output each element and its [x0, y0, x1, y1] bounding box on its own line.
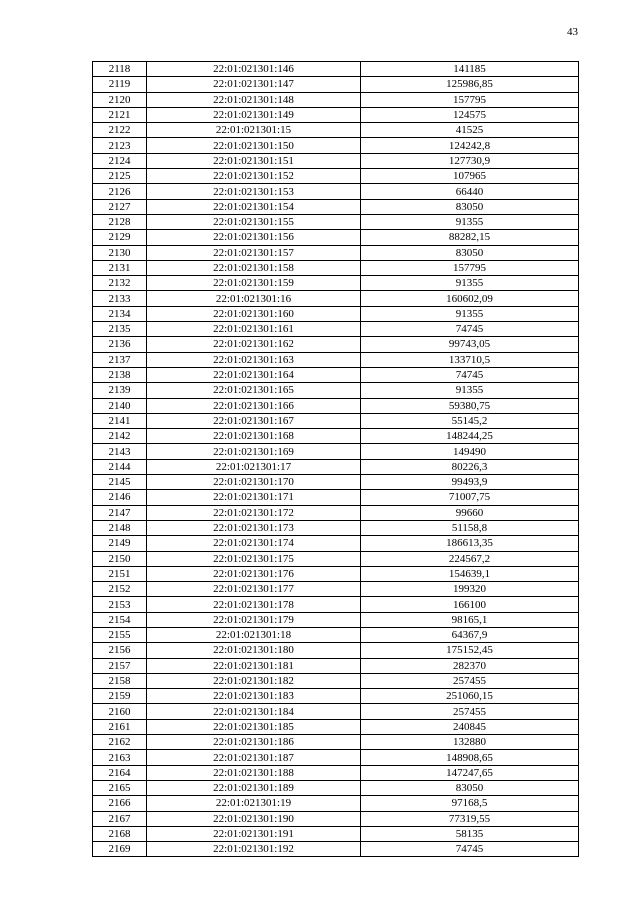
- row-number-cell: 2152: [93, 582, 147, 597]
- cadastral-number-cell: 22:01:021301:181: [147, 658, 361, 673]
- cadastral-value-cell: 133710,5: [361, 352, 579, 367]
- cadastral-value-cell: 74745: [361, 322, 579, 337]
- table-body: [93, 62, 579, 857]
- cadastral-number-cell: 22:01:021301:166: [147, 398, 361, 413]
- cadastral-value-cell: 199320: [361, 582, 579, 597]
- cadastral-number-cell: 22:01:021301:188: [147, 765, 361, 780]
- cadastral-number-cell: 22:01:021301:174: [147, 536, 361, 551]
- row-number-cell: 2164: [93, 765, 147, 780]
- cadastral-value-cell: 98165,1: [361, 612, 579, 627]
- cadastral-number-cell: 22:01:021301:186: [147, 735, 361, 750]
- cadastral-value-cell: 41525: [361, 123, 579, 138]
- cadastral-value-cell: 107965: [361, 169, 579, 184]
- row-number-cell: 2142: [93, 429, 147, 444]
- cadastral-value-cell: 66440: [361, 184, 579, 199]
- cadastral-value-cell: 240845: [361, 719, 579, 734]
- table-row: [93, 214, 579, 229]
- cadastral-number-cell: 22:01:021301:158: [147, 260, 361, 275]
- table-row: [93, 245, 579, 260]
- row-number-cell: 2125: [93, 169, 147, 184]
- cadastral-value-table: [92, 61, 579, 857]
- cadastral-value-cell: 124575: [361, 107, 579, 122]
- row-number-cell: 2124: [93, 153, 147, 168]
- row-number-cell: 2167: [93, 811, 147, 826]
- cadastral-number-cell: 22:01:021301:192: [147, 842, 361, 857]
- cadastral-value-cell: 282370: [361, 658, 579, 673]
- table-row: [93, 413, 579, 428]
- table-row: [93, 92, 579, 107]
- cadastral-number-cell: 22:01:021301:16: [147, 291, 361, 306]
- cadastral-number-cell: 22:01:021301:178: [147, 597, 361, 612]
- cadastral-value-cell: 154639,1: [361, 566, 579, 581]
- table-row: [93, 597, 579, 612]
- table-row: [93, 352, 579, 367]
- cadastral-value-cell: 157795: [361, 260, 579, 275]
- cadastral-value-cell: 83050: [361, 780, 579, 795]
- cadastral-number-cell: 22:01:021301:170: [147, 475, 361, 490]
- row-number-cell: 2154: [93, 612, 147, 627]
- cadastral-number-cell: 22:01:021301:190: [147, 811, 361, 826]
- table-row: [93, 184, 579, 199]
- row-number-cell: 2120: [93, 92, 147, 107]
- cadastral-number-cell: 22:01:021301:176: [147, 566, 361, 581]
- cadastral-value-cell: 55145,2: [361, 413, 579, 428]
- row-number-cell: 2123: [93, 138, 147, 153]
- table-row: [93, 673, 579, 688]
- cadastral-number-cell: 22:01:021301:17: [147, 459, 361, 474]
- row-number-cell: 2118: [93, 62, 147, 77]
- cadastral-number-cell: 22:01:021301:164: [147, 367, 361, 382]
- cadastral-number-cell: 22:01:021301:167: [147, 413, 361, 428]
- table-row: [93, 551, 579, 566]
- row-number-cell: 2132: [93, 276, 147, 291]
- cadastral-number-cell: 22:01:021301:15: [147, 123, 361, 138]
- table-row: [93, 612, 579, 627]
- table-row: [93, 276, 579, 291]
- table-row: [93, 520, 579, 535]
- table-row: [93, 138, 579, 153]
- cadastral-value-cell: 88282,15: [361, 230, 579, 245]
- row-number-cell: 2149: [93, 536, 147, 551]
- row-number-cell: 2126: [93, 184, 147, 199]
- cadastral-number-cell: 22:01:021301:184: [147, 704, 361, 719]
- cadastral-number-cell: 22:01:021301:155: [147, 214, 361, 229]
- cadastral-value-cell: 148908,65: [361, 750, 579, 765]
- row-number-cell: 2162: [93, 735, 147, 750]
- row-number-cell: 2151: [93, 566, 147, 581]
- table-row: [93, 77, 579, 92]
- row-number-cell: 2169: [93, 842, 147, 857]
- cadastral-number-cell: 22:01:021301:147: [147, 77, 361, 92]
- cadastral-number-cell: 22:01:021301:152: [147, 169, 361, 184]
- cadastral-number-cell: 22:01:021301:146: [147, 62, 361, 77]
- cadastral-number-cell: 22:01:021301:18: [147, 627, 361, 642]
- cadastral-value-cell: 99743,05: [361, 337, 579, 352]
- table-row: [93, 62, 579, 77]
- cadastral-value-cell: 166100: [361, 597, 579, 612]
- table-row: [93, 153, 579, 168]
- table-row: [93, 842, 579, 857]
- cadastral-number-cell: 22:01:021301:187: [147, 750, 361, 765]
- cadastral-value-cell: 59380,75: [361, 398, 579, 413]
- cadastral-number-cell: 22:01:021301:162: [147, 337, 361, 352]
- cadastral-number-cell: 22:01:021301:156: [147, 230, 361, 245]
- row-number-cell: 2121: [93, 107, 147, 122]
- row-number-cell: 2134: [93, 306, 147, 321]
- row-number-cell: 2136: [93, 337, 147, 352]
- page-number: 43: [567, 26, 578, 38]
- table-row: [93, 719, 579, 734]
- cadastral-value-cell: 58135: [361, 826, 579, 841]
- row-number-cell: 2147: [93, 505, 147, 520]
- cadastral-value-cell: 64367,9: [361, 627, 579, 642]
- cadastral-value-cell: 99493,9: [361, 475, 579, 490]
- table-row: [93, 689, 579, 704]
- cadastral-number-cell: 22:01:021301:157: [147, 245, 361, 260]
- cadastral-value-cell: 91355: [361, 276, 579, 291]
- table-row: [93, 643, 579, 658]
- row-number-cell: 2155: [93, 627, 147, 642]
- cadastral-value-cell: 125986,85: [361, 77, 579, 92]
- cadastral-value-cell: 160602,09: [361, 291, 579, 306]
- cadastral-number-cell: 22:01:021301:161: [147, 322, 361, 337]
- row-number-cell: 2150: [93, 551, 147, 566]
- cadastral-value-cell: 74745: [361, 842, 579, 857]
- cadastral-value-cell: 97168,5: [361, 796, 579, 811]
- row-number-cell: 2127: [93, 199, 147, 214]
- row-number-cell: 2143: [93, 444, 147, 459]
- row-number-cell: 2153: [93, 597, 147, 612]
- table-row: [93, 429, 579, 444]
- cadastral-number-cell: 22:01:021301:179: [147, 612, 361, 627]
- cadastral-value-cell: 99660: [361, 505, 579, 520]
- table-row: [93, 582, 579, 597]
- cadastral-number-cell: 22:01:021301:151: [147, 153, 361, 168]
- row-number-cell: 2139: [93, 383, 147, 398]
- table-row: [93, 536, 579, 551]
- table-row: [93, 627, 579, 642]
- cadastral-number-cell: 22:01:021301:183: [147, 689, 361, 704]
- row-number-cell: 2129: [93, 230, 147, 245]
- cadastral-value-cell: 124242,8: [361, 138, 579, 153]
- cadastral-value-cell: 257455: [361, 704, 579, 719]
- row-number-cell: 2160: [93, 704, 147, 719]
- table-row: [93, 444, 579, 459]
- cadastral-value-cell: 141185: [361, 62, 579, 77]
- cadastral-value-cell: 157795: [361, 92, 579, 107]
- row-number-cell: 2133: [93, 291, 147, 306]
- cadastral-number-cell: 22:01:021301:171: [147, 490, 361, 505]
- table-row: [93, 306, 579, 321]
- row-number-cell: 2138: [93, 367, 147, 382]
- table-row: [93, 123, 579, 138]
- table-row: [93, 291, 579, 306]
- table-row: [93, 826, 579, 841]
- cadastral-number-cell: 22:01:021301:169: [147, 444, 361, 459]
- table-row: [93, 398, 579, 413]
- cadastral-value-cell: 91355: [361, 383, 579, 398]
- row-number-cell: 2135: [93, 322, 147, 337]
- cadastral-value-cell: 83050: [361, 199, 579, 214]
- row-number-cell: 2128: [93, 214, 147, 229]
- row-number-cell: 2156: [93, 643, 147, 658]
- table-row: [93, 750, 579, 765]
- cadastral-value-cell: 224567,2: [361, 551, 579, 566]
- row-number-cell: 2119: [93, 77, 147, 92]
- row-number-cell: 2158: [93, 673, 147, 688]
- cadastral-value-cell: 51158,8: [361, 520, 579, 535]
- table-row: [93, 765, 579, 780]
- table-row: [93, 230, 579, 245]
- table-row: [93, 459, 579, 474]
- table-row: [93, 169, 579, 184]
- table-row: [93, 475, 579, 490]
- row-number-cell: 2145: [93, 475, 147, 490]
- row-number-cell: 2166: [93, 796, 147, 811]
- row-number-cell: 2163: [93, 750, 147, 765]
- table-row: [93, 260, 579, 275]
- row-number-cell: 2141: [93, 413, 147, 428]
- table-row: [93, 796, 579, 811]
- cadastral-number-cell: 22:01:021301:149: [147, 107, 361, 122]
- cadastral-value-cell: 132880: [361, 735, 579, 750]
- table-row: [93, 490, 579, 505]
- cadastral-value-cell: 127730,9: [361, 153, 579, 168]
- cadastral-value-cell: 149490: [361, 444, 579, 459]
- table-row: [93, 704, 579, 719]
- cadastral-number-cell: 22:01:021301:148: [147, 92, 361, 107]
- cadastral-number-cell: 22:01:021301:191: [147, 826, 361, 841]
- table-row: [93, 367, 579, 382]
- table-row: [93, 780, 579, 795]
- cadastral-number-cell: 22:01:021301:168: [147, 429, 361, 444]
- row-number-cell: 2146: [93, 490, 147, 505]
- row-number-cell: 2161: [93, 719, 147, 734]
- cadastral-value-cell: 186613,35: [361, 536, 579, 551]
- cadastral-value-cell: 91355: [361, 214, 579, 229]
- cadastral-value-cell: 71007,75: [361, 490, 579, 505]
- table-row: [93, 735, 579, 750]
- cadastral-number-cell: 22:01:021301:150: [147, 138, 361, 153]
- cadastral-value-cell: 80226,3: [361, 459, 579, 474]
- cadastral-value-cell: 251060,15: [361, 689, 579, 704]
- cadastral-number-cell: 22:01:021301:182: [147, 673, 361, 688]
- cadastral-number-cell: 22:01:021301:173: [147, 520, 361, 535]
- cadastral-number-cell: 22:01:021301:165: [147, 383, 361, 398]
- row-number-cell: 2168: [93, 826, 147, 841]
- cadastral-value-cell: 148244,25: [361, 429, 579, 444]
- row-number-cell: 2165: [93, 780, 147, 795]
- cadastral-number-cell: 22:01:021301:154: [147, 199, 361, 214]
- cadastral-value-cell: 74745: [361, 367, 579, 382]
- cadastral-number-cell: 22:01:021301:172: [147, 505, 361, 520]
- row-number-cell: 2159: [93, 689, 147, 704]
- row-number-cell: 2157: [93, 658, 147, 673]
- cadastral-number-cell: 22:01:021301:185: [147, 719, 361, 734]
- table-row: [93, 337, 579, 352]
- table-row: [93, 658, 579, 673]
- cadastral-number-cell: 22:01:021301:189: [147, 780, 361, 795]
- row-number-cell: 2131: [93, 260, 147, 275]
- row-number-cell: 2130: [93, 245, 147, 260]
- table-row: [93, 505, 579, 520]
- table-row: [93, 383, 579, 398]
- cadastral-number-cell: 22:01:021301:19: [147, 796, 361, 811]
- cadastral-number-cell: 22:01:021301:175: [147, 551, 361, 566]
- cadastral-number-cell: 22:01:021301:163: [147, 352, 361, 367]
- cadastral-value-cell: 91355: [361, 306, 579, 321]
- row-number-cell: 2148: [93, 520, 147, 535]
- cadastral-value-cell: 147247,65: [361, 765, 579, 780]
- table-row: [93, 199, 579, 214]
- cadastral-number-cell: 22:01:021301:160: [147, 306, 361, 321]
- table-row: [93, 811, 579, 826]
- row-number-cell: 2144: [93, 459, 147, 474]
- row-number-cell: 2137: [93, 352, 147, 367]
- row-number-cell: 2122: [93, 123, 147, 138]
- cadastral-value-cell: 83050: [361, 245, 579, 260]
- cadastral-value-cell: 77319,55: [361, 811, 579, 826]
- cadastral-number-cell: 22:01:021301:153: [147, 184, 361, 199]
- table-row: [93, 107, 579, 122]
- cadastral-value-cell: 257455: [361, 673, 579, 688]
- cadastral-number-cell: 22:01:021301:159: [147, 276, 361, 291]
- table-row: [93, 566, 579, 581]
- cadastral-number-cell: 22:01:021301:180: [147, 643, 361, 658]
- row-number-cell: 2140: [93, 398, 147, 413]
- cadastral-number-cell: 22:01:021301:177: [147, 582, 361, 597]
- cadastral-value-cell: 175152,45: [361, 643, 579, 658]
- table-row: [93, 322, 579, 337]
